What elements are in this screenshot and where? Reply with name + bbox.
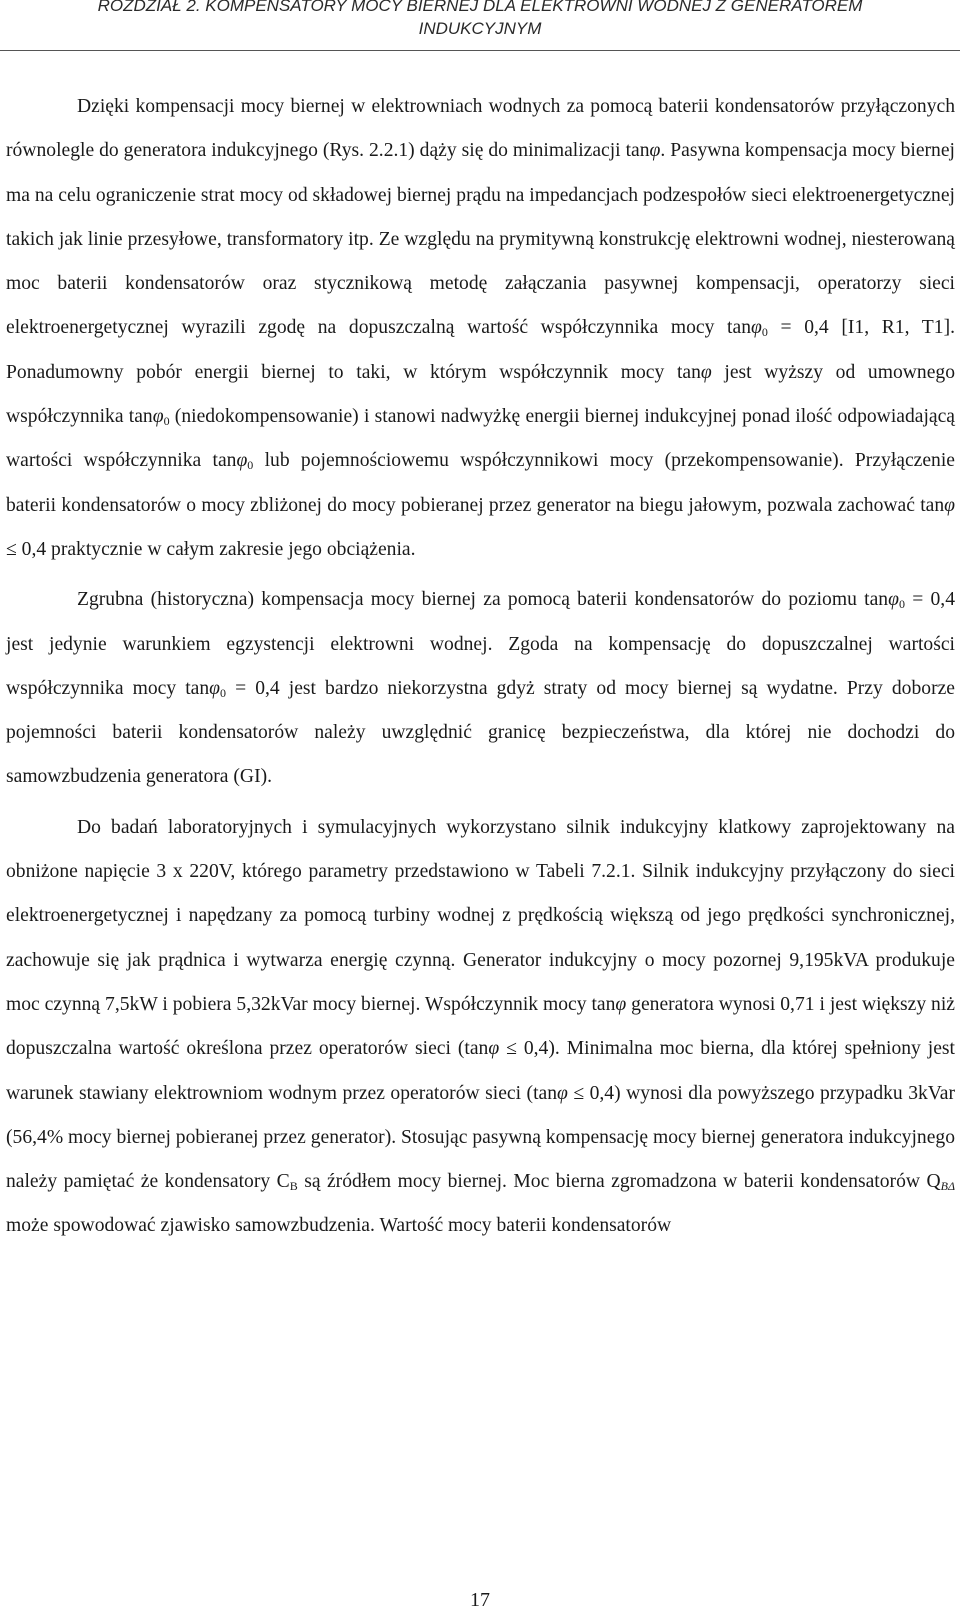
header-line-1: ROZDZIAŁ 2. KOMPENSATORY MOCY BIERNEJ DLA ELEKTROWNI WODNEJ Z GENERATOREM xyxy=(97,0,863,15)
subscript: 0 xyxy=(163,414,170,429)
text-run: (niedokompensowanie) i stanowi nadwyżkę energii biernej indukcyjnej ponad ilość odpowiadającą wartości współczynnika tan xyxy=(6,406,955,472)
text-run: = 0,4 [I1, R1, T1]. Ponadumowny pobór energii biernej to taki, w którym współczynnik mocy tan xyxy=(6,317,955,383)
text-run: = 0,4 jest bardzo niekorzystna gdyż straty od mocy biernej są wydatne. Przy doborze pojemności baterii kondensatorów należy uwzględnić granicę bezpieczeństwa, dla której nie dochodzi do samowzbudzenia generatora (GI). xyxy=(6,677,955,788)
phi-symbol: φ xyxy=(209,677,220,699)
phi-symbol: φ xyxy=(615,993,627,1015)
phi-symbol: φ xyxy=(700,361,712,383)
phi-symbol: φ xyxy=(152,406,164,428)
header-line-2: INDUKCYJNYM xyxy=(418,19,542,38)
paragraph-1 xyxy=(6,85,955,572)
subscript: 0 xyxy=(898,597,905,612)
text-run: lub pojemnościowemu współczynnikowi mocy (przekompensowanie). Przyłączenie baterii kondensatorów o mocy zbliżonej do mocy pobieranej przez generator na biegu jałowym, pozwala zachować tan xyxy=(6,450,955,516)
text-run: Do badań laboratoryjnych i symulacyjnych wykorzystano silnik indukcyjny klatkowy zaprojektowany na obniżone napięcie 3 x 220V, którego parametry przedstawiono w Tabeli 7.2.1. Silnik indukcyjny przyłączony do sieci elektroenergetycznej i napędzany za pomocą turbiny wodnej z prędkością większą od jego prędkości synchronicznej, zachowuje się jak prądnica i wytwarza energię czynną. Generator indukcyjny o mocy pozornej 9,195kVA produkuje moc czynną 7,5kW i pobiera 5,32kVar mocy biernej. Współczynnik mocy tan xyxy=(6,816,955,1015)
phi-symbol: φ xyxy=(888,589,899,611)
phi-symbol: φ xyxy=(944,494,955,516)
phi-symbol: φ xyxy=(751,317,762,339)
text-run: Zgrubna (historyczna) kompensacja mocy biernej za pomocą baterii kondensatorów do poziomu tan xyxy=(77,589,889,611)
text-run: ≤ 0,4). Minimalna moc bierna, dla której spełniony jest warunek stawiany elektrowniom wodnym przez operatorów sieci (tan xyxy=(6,1038,955,1104)
subscript: 0 xyxy=(220,685,226,700)
text-run: ≤ 0,4 praktycznie w całym zakresie jego obciążenia. xyxy=(6,538,416,560)
phi-symbol: φ xyxy=(488,1038,500,1060)
text-run: jest wyższy od umownego współczynnika tan xyxy=(6,361,956,428)
subscript: 0 xyxy=(761,325,768,340)
phi-symbol: φ xyxy=(557,1082,568,1104)
header-divider xyxy=(0,50,960,51)
running-header xyxy=(0,0,960,40)
page-number: 17 xyxy=(470,1589,490,1611)
phi-symbol: φ xyxy=(236,450,248,472)
paragraph-2 xyxy=(6,578,955,799)
text-run: . Pasywna kompensacja mocy biernej ma na celu ograniczenie strat mocy od składowej biernej prądu na impedancjach podzespołów sieci elektroenergetycznej takich jak linie przesyłowe, transformatory itp. Ze względu na prymitywną konstrukcję elektrowni wodnej, niesterowaną moc baterii kondensatorów oraz stycznikową metodę załączania pasywnej kompensacji, operatorzy sieci elektroenergetycznej wyrazili zgodę na dopuszczalną wartość współczynnika mocy tan xyxy=(6,140,955,339)
subscript: BΔ xyxy=(940,1179,955,1194)
subscript: 0 xyxy=(247,458,254,473)
text-run: Dzięki kompensacji mocy biernej w elektrowniach wodnych za pomocą baterii kondensatorów przyłączonych równolegle do generatora indukcyjnego (Rys. 2.2.1) dąży się do minimalizacji tan xyxy=(6,96,955,162)
text-run: może spowodować zjawisko samowzbudzenia. Wartość mocy baterii kondensatorów xyxy=(6,1215,672,1237)
subscript: B xyxy=(289,1179,298,1194)
phi-symbol: φ xyxy=(649,140,661,162)
text-run: generatora wynosi 0,71 i jest większy niż dopuszczalna wartość określona przez operatorów sieci (tan xyxy=(6,993,955,1060)
text-run: ≤ 0,4) wynosi dla powyższego przypadku 3kVar (56,4% mocy biernej pobieranej przez generator). Stosując pasywną kompensację mocy biernej generatora indukcyjnego należy pamiętać że kondensatory C xyxy=(6,1082,956,1193)
paragraph-3 xyxy=(6,806,955,1249)
text-run: są źródłem mocy biernej. Moc bierna zgromadzona w baterii kondensatorów Q xyxy=(297,1171,941,1193)
text-run: = 0,4 jest jedynie warunkiem egzystencji elektrowni wodnej. Zgoda na kompensację do dopuszczalnej wartości współczynnika mocy tan xyxy=(6,589,955,699)
body-text xyxy=(6,85,955,1249)
